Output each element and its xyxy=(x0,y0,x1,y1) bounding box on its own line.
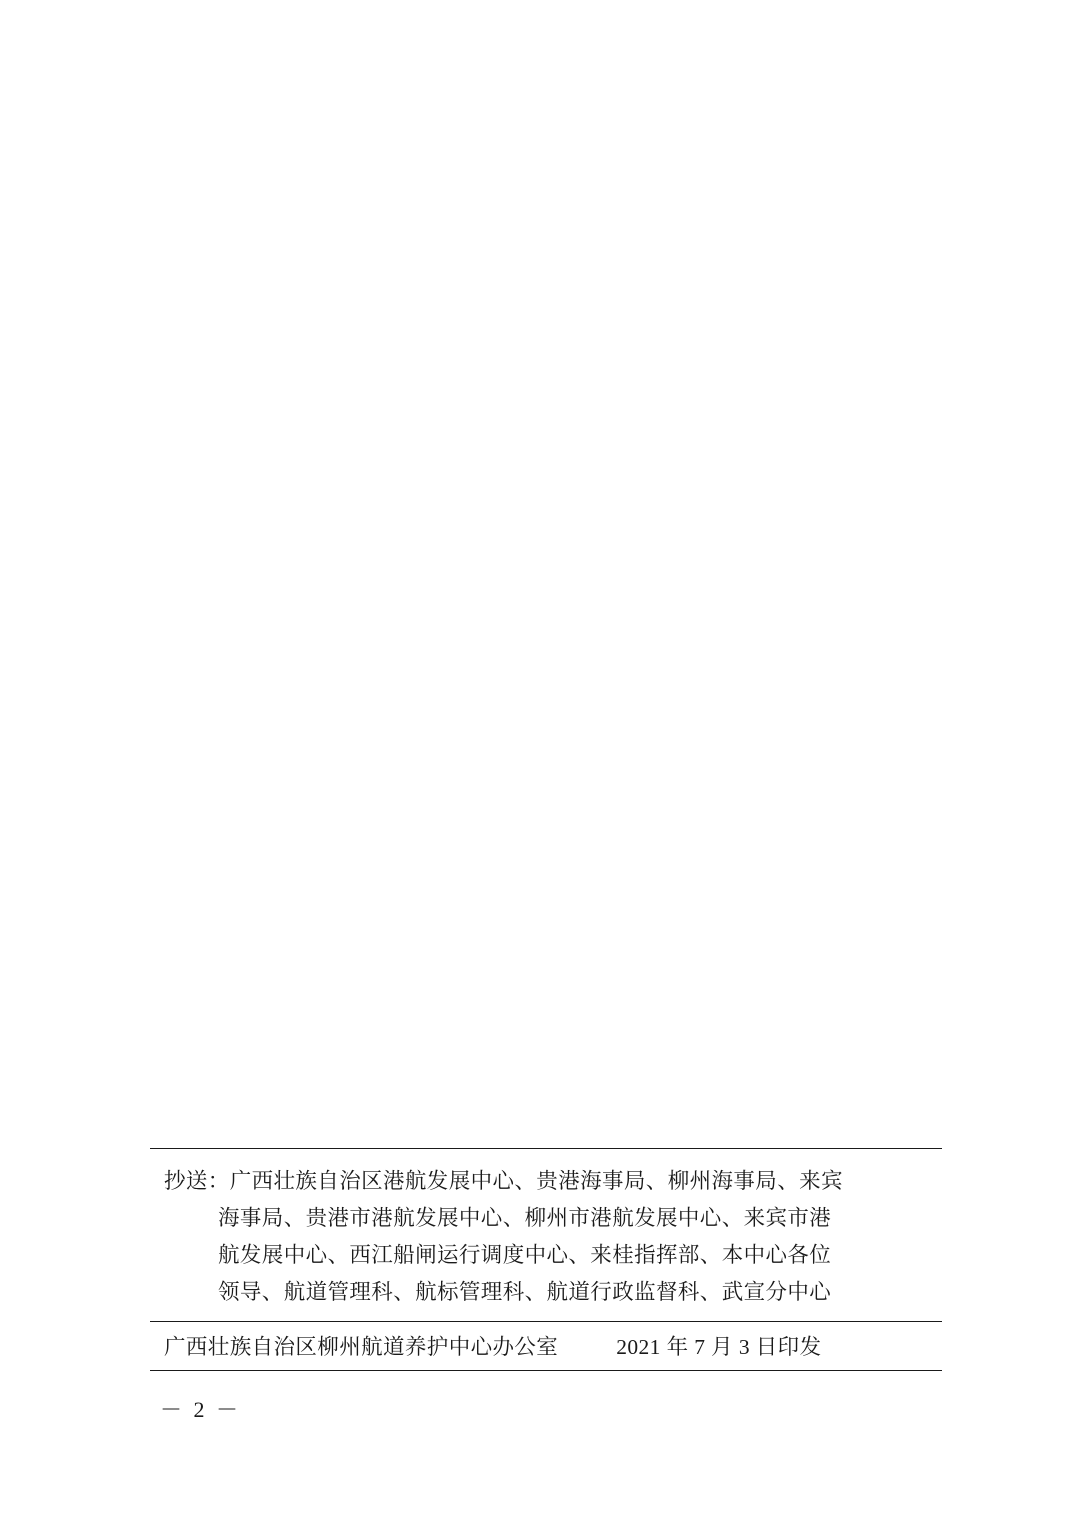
issuer-row xyxy=(150,1322,942,1370)
footer-bottom-divider xyxy=(150,1370,942,1371)
copy-to-line: 领导、航道管理科、航标管理科、航道行政监督科、武宣分中心 xyxy=(218,1280,832,1304)
page-number: － 2 － xyxy=(160,1397,242,1422)
copy-to-line: 抄送：广西壮族自治区港航发展中心、贵港海事局、柳州海事局、来宾 xyxy=(164,1169,843,1193)
issuer-name: 广西壮族自治区柳州航道养护中心办公室 xyxy=(164,1335,559,1359)
copy-to-line: 海事局、贵港市港航发展中心、柳州市港航发展中心、来宾市港 xyxy=(218,1206,832,1230)
copy-to-block xyxy=(150,1149,942,1321)
issue-date: 2021 年 7 月 3 日印发 xyxy=(616,1335,822,1359)
copy-to-line: 航发展中心、西江船闸运行调度中心、来桂指挥部、本中心各位 xyxy=(218,1243,832,1267)
document-footer-block xyxy=(150,1148,942,1371)
document-body-area xyxy=(150,60,940,1140)
